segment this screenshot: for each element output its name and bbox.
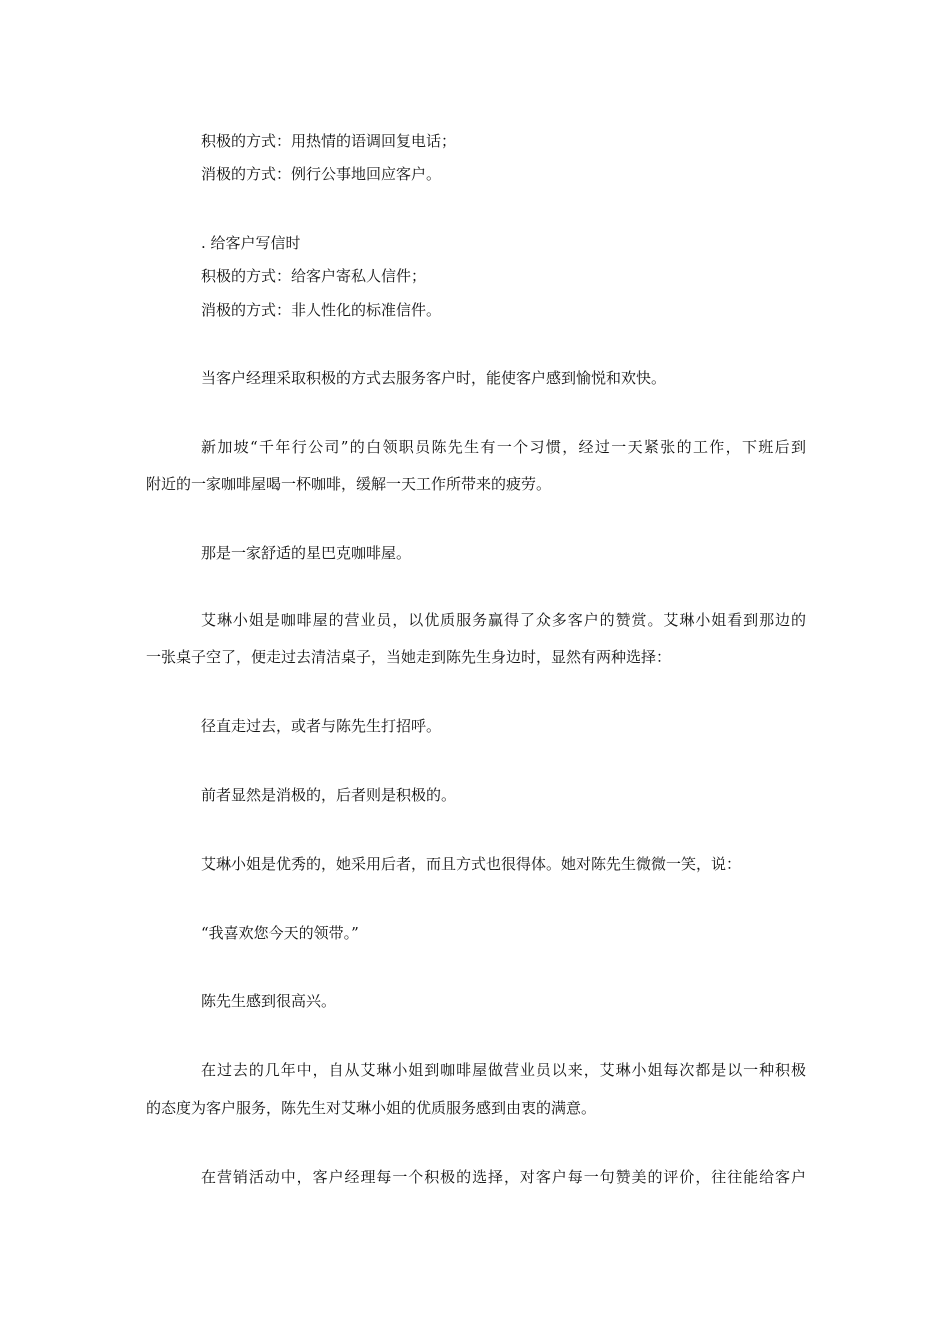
paragraph-line: 在过去的几年中，自从艾琳小姐到咖啡屋做营业员以来，艾琳小姐每次都是以一种积极: [201, 1061, 806, 1079]
paragraph-line: 艾琳小姐是优秀的，她采用后者，而且方式也很得体。她对陈先生微微一笑，说：: [201, 855, 742, 873]
paragraph-line: 那是一家舒适的星巴克咖啡屋。: [201, 544, 412, 562]
text-line-negative-letter: 消极的方式：非人性化的标准信件。: [201, 301, 442, 319]
paragraph-line: 附近的一家咖啡屋喝一杯咖啡，缓解一天工作所带来的疲劳。: [146, 475, 552, 493]
text-line-positive-phone: 积极的方式：用热情的语调回复电话；: [201, 132, 457, 150]
text-line-negative-phone: 消极的方式：例行公事地回应客户。: [201, 165, 442, 183]
text-line-positive-letter: 积极的方式：给客户寄私人信件；: [201, 267, 427, 285]
paragraph-line: 在营销活动中，客户经理每一个积极的选择，对客户每一句赞美的评价，往往能给客户: [201, 1168, 806, 1186]
paragraph-line: 的态度为客户服务，陈先生对艾琳小姐的优质服务感到由衷的满意。: [146, 1099, 597, 1117]
paragraph-line: 艾琳小姐是咖啡屋的营业员，以优质服务赢得了众多客户的赞赏。艾琳小姐看到那边的: [201, 611, 806, 629]
paragraph-line: 陈先生感到很高兴。: [201, 992, 337, 1010]
paragraph-line: 径直走过去，或者与陈先生打招呼。: [201, 717, 442, 735]
paragraph-line: 一张桌子空了，便走过去清洁桌子，当她走到陈先生身边时，显然有两种选择：: [146, 648, 672, 666]
text-line-letter-heading: . 给客户写信时: [201, 234, 301, 252]
paragraph-line: 新加坡“千年行公司”的白领职员陈先生有一个习惯，经过一天紧张的工作，下班后到: [201, 438, 806, 456]
paragraph-line: 当客户经理采取积极的方式去服务客户时，能使客户感到愉悦和欢快。: [201, 369, 667, 387]
paragraph-line: 前者显然是消极的，后者则是积极的。: [201, 786, 457, 804]
quote-line: “我喜欢您今天的领带。”: [201, 924, 359, 942]
